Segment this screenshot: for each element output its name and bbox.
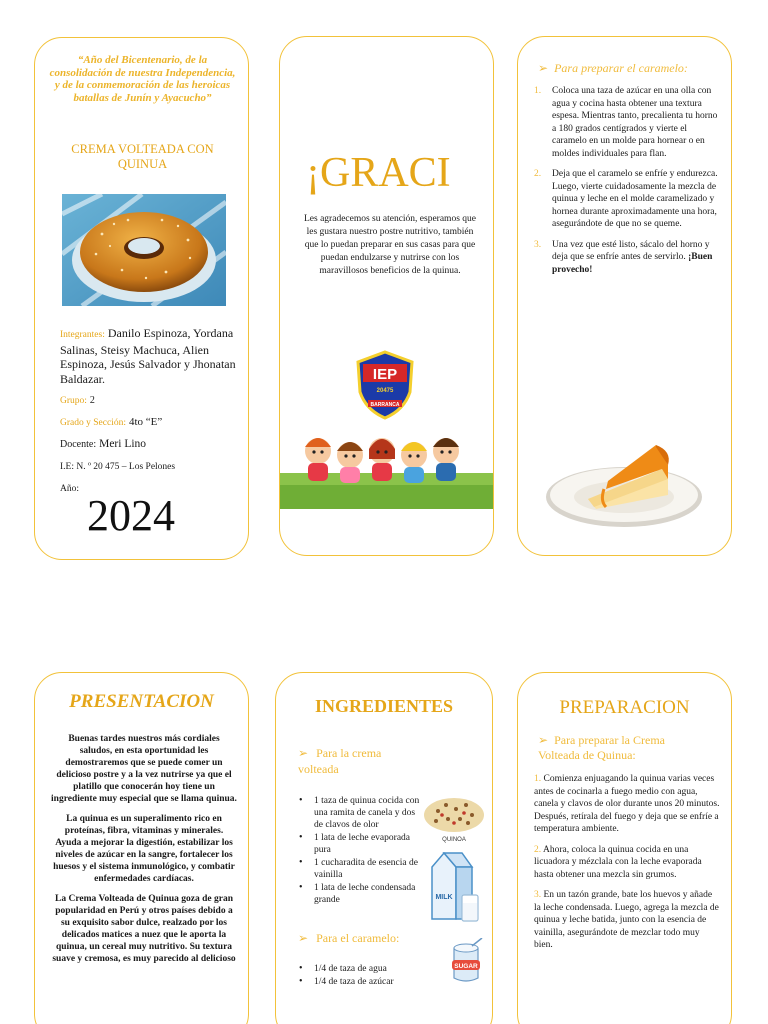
thanks-panel xyxy=(279,36,494,556)
caramel-heading-text: Para preparar el caramelo: xyxy=(554,61,688,75)
presentation-paragraph: Buenas tardes nuestros más cordiales saludos, en esta oportunidad les demostraremos que se puede comer un delicioso postre y a la vez nutrirse ya que el platillo que conocerán hoy tiene un ingrediente muy especial que se llama quinua. xyxy=(51,734,237,804)
step-number: 1. xyxy=(534,86,542,96)
step-text-main: Una vez que esté listo, sácalo del horno y deja que se enfríe antes de servirlo. xyxy=(552,239,710,262)
thanks-heading: ¡GRACI xyxy=(306,150,451,196)
milk-label: MILK xyxy=(435,894,453,901)
teacher-value: Meri Lino xyxy=(99,438,147,450)
preparation-panel xyxy=(517,672,732,1024)
ingredients-sub-caramel-text: Para el caramelo: xyxy=(316,931,400,945)
cake-photo xyxy=(62,194,226,306)
preparation-title: PREPARACION xyxy=(559,697,690,718)
caramel-panel xyxy=(517,36,732,556)
list-item: • 1/4 de taza de agua xyxy=(298,963,426,975)
ingredients-title: INGREDIENTES xyxy=(314,696,454,716)
step-number: 2. xyxy=(534,844,542,855)
group xyxy=(60,392,240,409)
step-text: Comienza enjuagando la quinua varias veces antes de cocinarla a fuego medio con agua, canela y clavos de olor durante unos 20 minutos. Después, retírala del fuego y deja que se enfríe a temperatura ambiente. xyxy=(534,774,720,834)
list-item: • 1 taza de quinua cocida con una ramita de canela y dos de clavos de olor xyxy=(298,795,426,831)
logo-place: BARRANCA xyxy=(370,402,400,408)
ingredients-panel xyxy=(275,672,493,1024)
thanks-text: Les agradecemos su atención, esperamos que les gustara nuestro postre nutritivo, también que lo puedan preparar en sus casas para que puedan endulzarse y nutrirse con los maravillosos beneficios de la quinua. xyxy=(304,214,476,276)
grade-value: 4to “E” xyxy=(128,416,163,428)
grade-label: Grado y Sección: xyxy=(60,418,126,428)
members-label: Integrantes: xyxy=(60,330,105,340)
step-text xyxy=(552,239,720,277)
presentation-text xyxy=(51,733,237,973)
year: 2024 xyxy=(87,491,175,540)
quinoa-icon xyxy=(420,793,486,843)
step-number: 3. xyxy=(534,890,542,900)
list-item: • 1/4 de taza de azúcar xyxy=(298,976,426,988)
preparation-step xyxy=(534,844,720,882)
step-number: 1. xyxy=(534,774,542,784)
preparation-step xyxy=(534,889,720,952)
ingredients-list-cream xyxy=(298,795,426,907)
group-value: 2 xyxy=(89,395,95,406)
step-text: En un tazón grande, bate los huevos y añade la leche condensada. Luego, agrega la mezcla de quinua y leche batida, junto con la esencia de vainilla, asegurándote de mezclar todo muy bien. xyxy=(534,890,719,950)
logo-text: IEP xyxy=(372,366,398,383)
logo-number: 20475 xyxy=(376,388,394,394)
kids-illustration xyxy=(280,421,494,509)
list-item: • 1 cucharadita de esencia de vainilla xyxy=(298,857,426,881)
school: I.E: N. º 20 475 – Los Pelones xyxy=(60,462,176,472)
arrow-icon: ➢ xyxy=(538,61,549,75)
preparation-step xyxy=(534,773,720,836)
ingredients-sub-cream xyxy=(298,745,408,777)
step-text: Ahora, coloca la quinua cocida en una licuadora y mézclala con la leche evaporada hasta obtener una mezcla sin grumos. xyxy=(534,844,702,880)
school-logo xyxy=(354,350,416,420)
teacher-label: Docente: xyxy=(60,439,97,450)
sugar-label: SUGAR xyxy=(454,963,478,970)
flan-photo xyxy=(544,437,704,533)
milk-icon xyxy=(426,843,482,925)
presentation-paragraph: La Crema Volteada de Quinua goza de gran popularidad en Perú y otros países debido a su exquisito sabor dulce, realzado por los delicados matices a nuez que le aporta la quinua, un cereal muy nutritivo. Su textura suave y cremosa, es muy parecido al delicioso xyxy=(52,894,236,964)
step-number: 2. xyxy=(534,169,542,179)
preparation-steps xyxy=(534,773,720,960)
caramel-heading xyxy=(538,61,688,76)
ingredients-list-caramel xyxy=(298,963,426,989)
group-label: Grupo: xyxy=(60,396,87,406)
arrow-icon: ➢ xyxy=(538,733,549,747)
presentation-title: PRESENTACION xyxy=(69,691,214,712)
step-text-bold: ¡Buen provecho! xyxy=(552,252,713,275)
members xyxy=(60,326,240,386)
arrow-icon: ➢ xyxy=(298,746,309,760)
preparation-heading xyxy=(538,733,708,763)
cover-panel xyxy=(34,37,249,560)
caramel-step xyxy=(534,168,720,231)
presentation-panel xyxy=(34,672,249,1024)
year-label: Año: xyxy=(60,484,79,494)
presentation-paragraph: La quinua es un superalimento rico en proteínas, fibra, vitaminas y minerales. Ayuda a mejorar la digestión, estabilizar los niveles de azúcar en la sangre, fortalecer los huesos y el sistema inmunológico, y combatir enfermedades cardíacas. xyxy=(53,814,235,884)
step-text: Coloca una taza de azúcar en una olla con agua y cocina hasta obtener una textura espesa. Mientras tanto, precalienta tu horno a 180 grados centígrados y vierte el caramelo en un molde para hornear o en moldes individuales para flan. xyxy=(552,86,718,159)
quinoa-label: QUINOA xyxy=(442,837,466,843)
teacher xyxy=(60,436,240,453)
arrow-icon: ➢ xyxy=(298,931,309,945)
grade xyxy=(60,414,240,431)
list-item: • 1 lata de leche condensada grande xyxy=(298,882,426,906)
caramel-step xyxy=(534,85,720,160)
sugar-icon xyxy=(446,938,486,986)
members-value: Danilo Espinoza, Yordana Salinas, Steisy Machuca, Alien Espinoza, Jesús Salvador y Jhonatan Baldazar. xyxy=(60,326,236,386)
preparation-heading-text: Para preparar la Crema Volteada de Quinua: xyxy=(538,733,665,762)
step-number: 3. xyxy=(534,239,542,250)
caramel-steps xyxy=(534,85,720,284)
recipe-title: CREMA VOLTEADA CON QUINUA xyxy=(71,142,214,171)
ingredients-sub-cream-text: Para la crema volteada xyxy=(298,746,382,776)
motto: “Año del Bicentenario, de la consolidación de nuestra Independencia, y de la conmemoración de las heroicas batallas de Junín y Ayacucho” xyxy=(49,54,236,104)
caramel-step xyxy=(534,239,720,277)
ingredients-sub-caramel xyxy=(298,930,399,946)
list-item: • 1 lata de leche evaporada pura xyxy=(298,832,426,856)
step-text: Deja que el caramelo se enfríe y endurezca. Luego, vierte cuidadosamente la mezcla de quinua y leche en el molde caramelizado y hornea durante aproximadamente una hora, asegurándote de que no se queme. xyxy=(552,169,718,229)
